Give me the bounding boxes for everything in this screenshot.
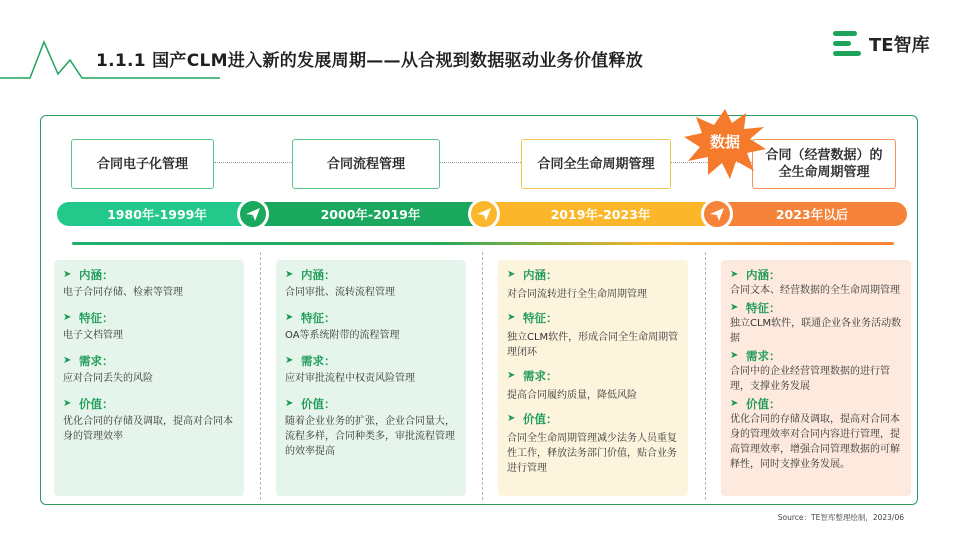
- chevron-right-icon: ➤: [285, 355, 294, 366]
- item-head: 内涵：: [746, 267, 781, 282]
- data-starburst-label: 数据: [709, 133, 740, 151]
- period-bar-1: [57, 202, 257, 226]
- chevron-right-icon: ➤: [63, 355, 72, 366]
- item-head: 内涵：: [301, 267, 336, 282]
- stage-box-3: [521, 139, 671, 189]
- stage-box-2: [292, 139, 440, 189]
- item-text: 应对合同丢失的风险: [63, 373, 153, 384]
- item-head: 需求：: [301, 353, 336, 368]
- stage-card-1: [54, 260, 244, 496]
- stage-label-4: 合同（经营数据）的 全生命周期管理: [765, 148, 883, 180]
- stage-card-2: [276, 260, 466, 496]
- connector-line-1: [214, 162, 292, 163]
- column-divider: [705, 252, 706, 500]
- connector-line-2: [440, 162, 521, 163]
- stage-label-1: 合同电子化管理: [96, 156, 188, 172]
- item-head: 内涵：: [79, 267, 114, 282]
- item-text: 合同全生命周期管理减少法务人员重复性工作，释放法务部门价值，贴合业务进行管理: [507, 433, 677, 474]
- item-head: 内涵：: [523, 267, 558, 282]
- gradient-divider: [72, 242, 894, 245]
- item-text: 优化合同的存储及调取，提高对合同本身的管理效率: [63, 416, 233, 442]
- item-text: 优化合同的存储及调取，提高对合同本身的管理效率对合同内容进行管理，提高管理效率，增强合同管理数据的可解释性，同时支撑业务发展。: [730, 414, 900, 470]
- item-text: 随着企业业务的扩张，企业合同量大，流程多样，合同种类多，审批流程管理的效率提高: [285, 416, 455, 457]
- item-text: 应对审批流程中权责风险管理: [285, 373, 415, 384]
- item-text: 对合同流转进行全生命周期管理: [507, 289, 647, 300]
- item-text: 独立CLM软件，形成合同全生命周期管理闭环: [507, 332, 679, 358]
- item-head: 特征：: [746, 300, 781, 315]
- source-note: Source：TE智库整理绘制，2023/06: [777, 513, 904, 522]
- stage-card-3: [498, 260, 688, 496]
- logo-text: TE智库: [869, 35, 930, 56]
- item-head: 需求：: [523, 368, 558, 383]
- item-text: 电子合同存储、检索等管理: [63, 287, 183, 298]
- page-title: 1.1.1 国产CLM进入新的发展周期——从合规到数据驱动业务价值释放: [96, 51, 644, 71]
- period-label-2: 2000年-2019年: [320, 207, 421, 222]
- paper-plane-icon: [237, 198, 269, 230]
- column-divider: [260, 252, 261, 500]
- chevron-right-icon: ➤: [730, 398, 739, 409]
- logo-icon: [833, 29, 863, 59]
- chevron-right-icon: ➤: [285, 312, 294, 323]
- chevron-right-icon: ➤: [285, 269, 294, 280]
- stage-label-3: 合同全生命周期管理: [537, 156, 655, 172]
- period-label-1: 1980年-1999年: [107, 207, 207, 222]
- item-head: 特征：: [301, 310, 336, 325]
- period-bar-2: [257, 202, 484, 226]
- item-head: 价值：: [746, 396, 781, 411]
- item-text: 提高合同履约质量，降低风险: [507, 390, 637, 401]
- chevron-right-icon: ➤: [507, 370, 516, 381]
- period-bar-4: [717, 202, 907, 226]
- chevron-right-icon: ➤: [63, 398, 72, 409]
- item-head: 需求：: [746, 348, 781, 363]
- stage-label-2: 合同流程管理: [326, 156, 405, 172]
- item-text: 合同中的企业经营管理数据的进行管理，支撑业务发展: [730, 366, 890, 392]
- chevron-right-icon: ➤: [507, 269, 516, 280]
- item-text: OA等系统附带的流程管理: [285, 330, 400, 341]
- item-head: 特征：: [523, 310, 558, 325]
- chevron-right-icon: ➤: [730, 350, 739, 361]
- chevron-right-icon: ➤: [730, 302, 739, 313]
- chevron-right-icon: ➤: [730, 269, 739, 280]
- item-text: 合同文本、经营数据的全生命周期管理: [730, 285, 900, 296]
- chevron-right-icon: ➤: [507, 413, 516, 424]
- paper-plane-icon: [468, 198, 500, 230]
- column-divider: [482, 252, 483, 500]
- chevron-right-icon: ➤: [507, 312, 516, 323]
- stage-box-1: [71, 139, 214, 189]
- chevron-right-icon: ➤: [63, 312, 72, 323]
- paper-plane-icon: [701, 198, 733, 230]
- period-label-4: 2023年以后: [775, 207, 849, 222]
- stage-box-4: [752, 139, 896, 189]
- item-text: 合同审批、流转流程管理: [285, 287, 395, 298]
- item-head: 价值：: [79, 396, 114, 411]
- item-head: 价值：: [523, 411, 558, 426]
- item-text: 电子文档管理: [63, 330, 123, 341]
- item-head: 特征：: [79, 310, 114, 325]
- item-head: 价值：: [301, 396, 336, 411]
- stage-card-4: [721, 260, 911, 496]
- period-label-3: 2019年-2023年: [550, 207, 651, 222]
- te-logo: [833, 29, 930, 59]
- item-head: 需求：: [79, 353, 114, 368]
- chevron-right-icon: ➤: [285, 398, 294, 409]
- chevron-right-icon: ➤: [63, 269, 72, 280]
- item-text: 独立CLM软件，联通企业各业务活动数据: [730, 318, 902, 344]
- period-bar-3: [484, 202, 717, 226]
